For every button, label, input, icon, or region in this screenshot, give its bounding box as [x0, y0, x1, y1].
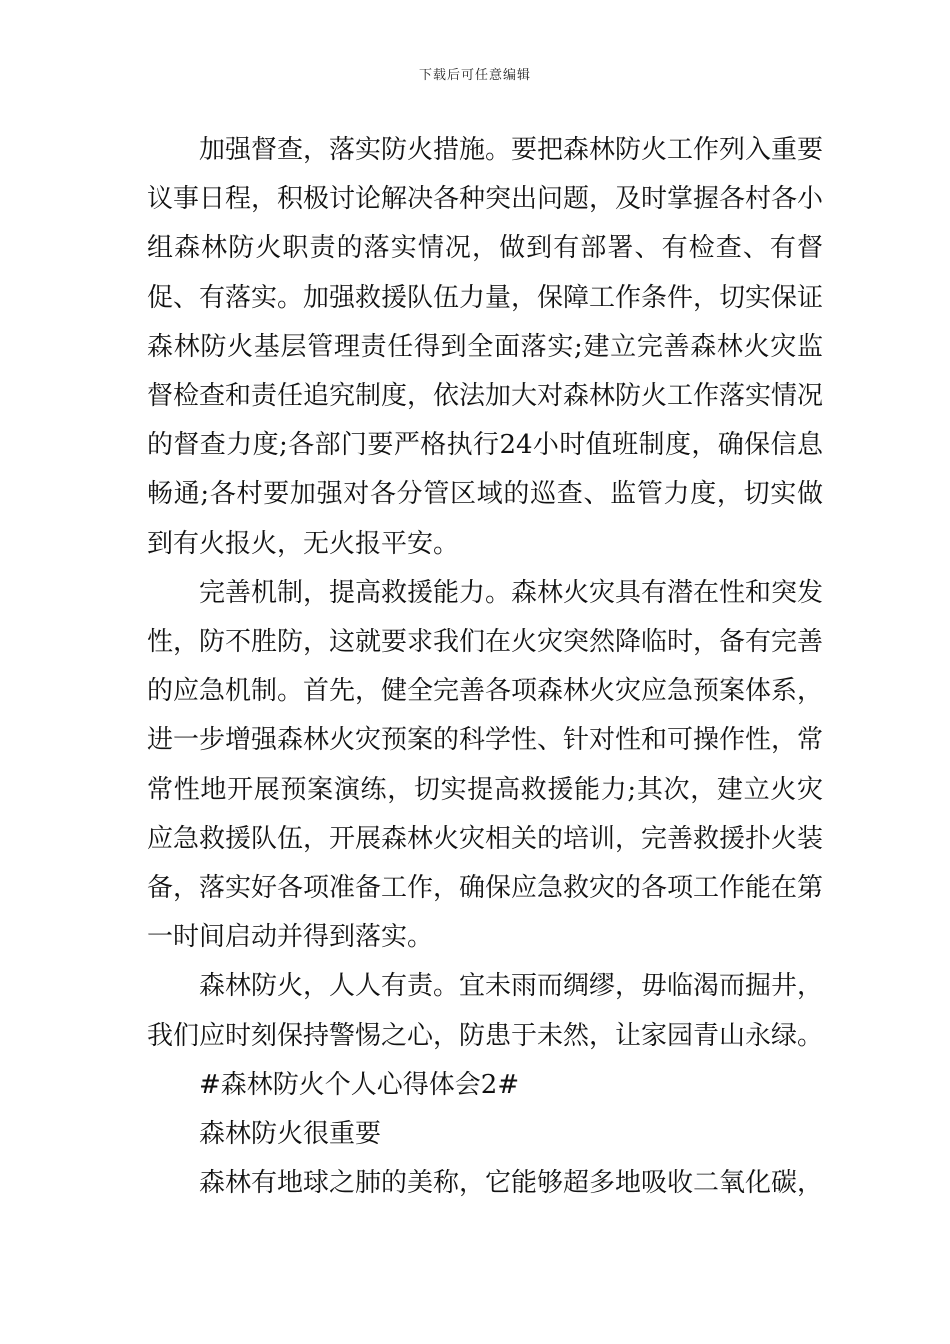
paragraph-responsibility: 森林防火，人人有责。宜未雨而绸缪，毋临渴而掘井，我们应时刻保持警惕之心，防患于未然，让家园青山永绿。 — [147, 971, 824, 1051]
header-note: 下载后可任意编辑 — [418, 68, 531, 83]
paragraph-forest-lungs: 森林有地球之肺的美称，它能够超多地吸收二氧化碳， — [199, 1168, 824, 1199]
document-body — [147, 126, 823, 1208]
paragraph-supervision: 加强督查，落实防火措施。要把森林防火工作列入重要议事日程，积极讨论解决各种突出问题，及时掌握各村各小组森林防火职责的落实情况，做到有部署、有检查、有督促、有落实。加强救援队伍力量，保障工作条件，切实保证森林防火基层管理责任得到全面落实;建立完善森林火灾监督检查和责任追究制度，依法加大对森林防火工作落实情况的督查力度;各部门要严格执行24小时值班制度，确保信息畅通;各村要加强对各分管区域的巡查、监管力度，切实做到有火报火，无火报平安。 — [147, 135, 824, 559]
section-subtitle: 森林防火很重要 — [199, 1119, 382, 1150]
section-heading: #森林防火个人心得体会2# — [199, 1069, 520, 1100]
paragraph-mechanism: 完善机制，提高救援能力。森林火灾具有潜在性和突发性，防不胜防，这就要求我们在火灾突然降临时，备有完善的应急机制。首先，健全完善各项森林火灾应急预案体系，进一步增强森林火灾预案的科学性、针对性和可操作性，常常性地开展预案演练，切实提高救援能力;其次，建立火灾应急救援队伍，开展森林火灾相关的培训，完善救援扑火装备，落实好各项准备工作，确保应急救灾的各项工作能在第一时间启动并得到落实。 — [147, 577, 824, 953]
